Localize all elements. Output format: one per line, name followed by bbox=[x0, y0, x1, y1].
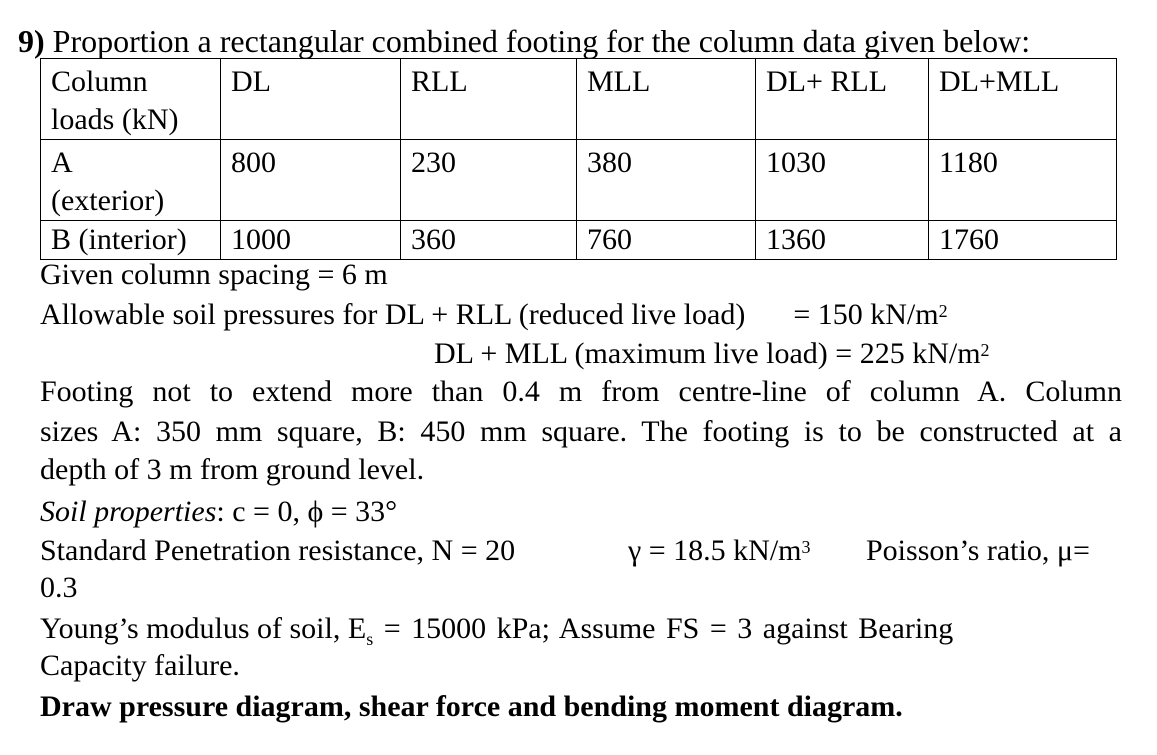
row-b-dl-mll: 1760 bbox=[929, 221, 1117, 260]
header-dl: DL bbox=[221, 59, 401, 140]
row-b-label: B (interior) bbox=[41, 221, 221, 260]
row-a-dl: 800 bbox=[221, 140, 401, 221]
row-a-dl-rll: 1030 bbox=[756, 140, 929, 221]
footing-line-3: depth of 3 m from ground level. bbox=[40, 453, 425, 486]
capacity-failure: Capacity failure. bbox=[40, 649, 240, 682]
footing-line-1: Footing not to extend more than 0.4 m from centre-line of column A. Column bbox=[40, 375, 1122, 408]
poisson-value: 0.3 bbox=[40, 571, 78, 604]
footing-line-2: sizes A: 350 mm square, B: 450 mm square. The footing is to be constructed at a bbox=[40, 415, 1122, 448]
instruction: Draw pressure diagram, shear force and bending moment diagram. bbox=[40, 690, 903, 723]
row-a-label: A (exterior) bbox=[41, 140, 221, 221]
header-dl-mll: DL+MLL bbox=[929, 59, 1117, 140]
header-mll: MLL bbox=[577, 59, 756, 140]
table-row bbox=[41, 221, 1117, 260]
youngs-modulus: Young’s modulus of soil, $E_s = 15000$ kPa; Assume FS = 3 against Bearing bbox=[40, 612, 954, 649]
row-a-mll: 380 bbox=[577, 140, 756, 221]
poisson-ratio: Poisson’s ratio, μ= bbox=[866, 534, 1090, 567]
row-b-dl-rll: 1360 bbox=[756, 221, 929, 260]
soil-properties: Soil properties: c = 0, ϕ = 33° bbox=[40, 495, 398, 528]
row-b-mll: 760 bbox=[577, 221, 756, 260]
row-a-rll: 230 bbox=[401, 140, 577, 221]
unit-weight: γ = 18.5 $kN/m^3$ bbox=[628, 534, 811, 567]
spt-line: Standard Penetration resistance, N = 20 bbox=[40, 534, 516, 567]
allowable-pressure-rll: Allowable soil pressures for DL + RLL (reduced live load) = 150 $kN/m^2$ bbox=[40, 298, 948, 331]
column-spacing: Given column spacing = 6 m bbox=[40, 258, 388, 291]
table-header-row bbox=[41, 59, 1117, 140]
table-row bbox=[41, 140, 1117, 221]
question-text: Proportion a rectangular combined footing for the column data given below: bbox=[44, 23, 1031, 59]
question-title bbox=[18, 22, 1030, 60]
row-b-rll: 360 bbox=[401, 221, 577, 260]
header-rll: RLL bbox=[401, 59, 577, 140]
allowable-pressure-mll: DL + MLL (maximum live load) = 225 $kN/m^2$ bbox=[434, 337, 990, 370]
question-number: 9) bbox=[18, 23, 45, 59]
row-b-dl: 1000 bbox=[221, 221, 401, 260]
column-load-table bbox=[40, 58, 1117, 260]
header-dl-rll: DL+ RLL bbox=[756, 59, 929, 140]
header-column-loads: Column loads (kN) bbox=[41, 59, 221, 140]
row-a-dl-mll: 1180 bbox=[929, 140, 1117, 221]
